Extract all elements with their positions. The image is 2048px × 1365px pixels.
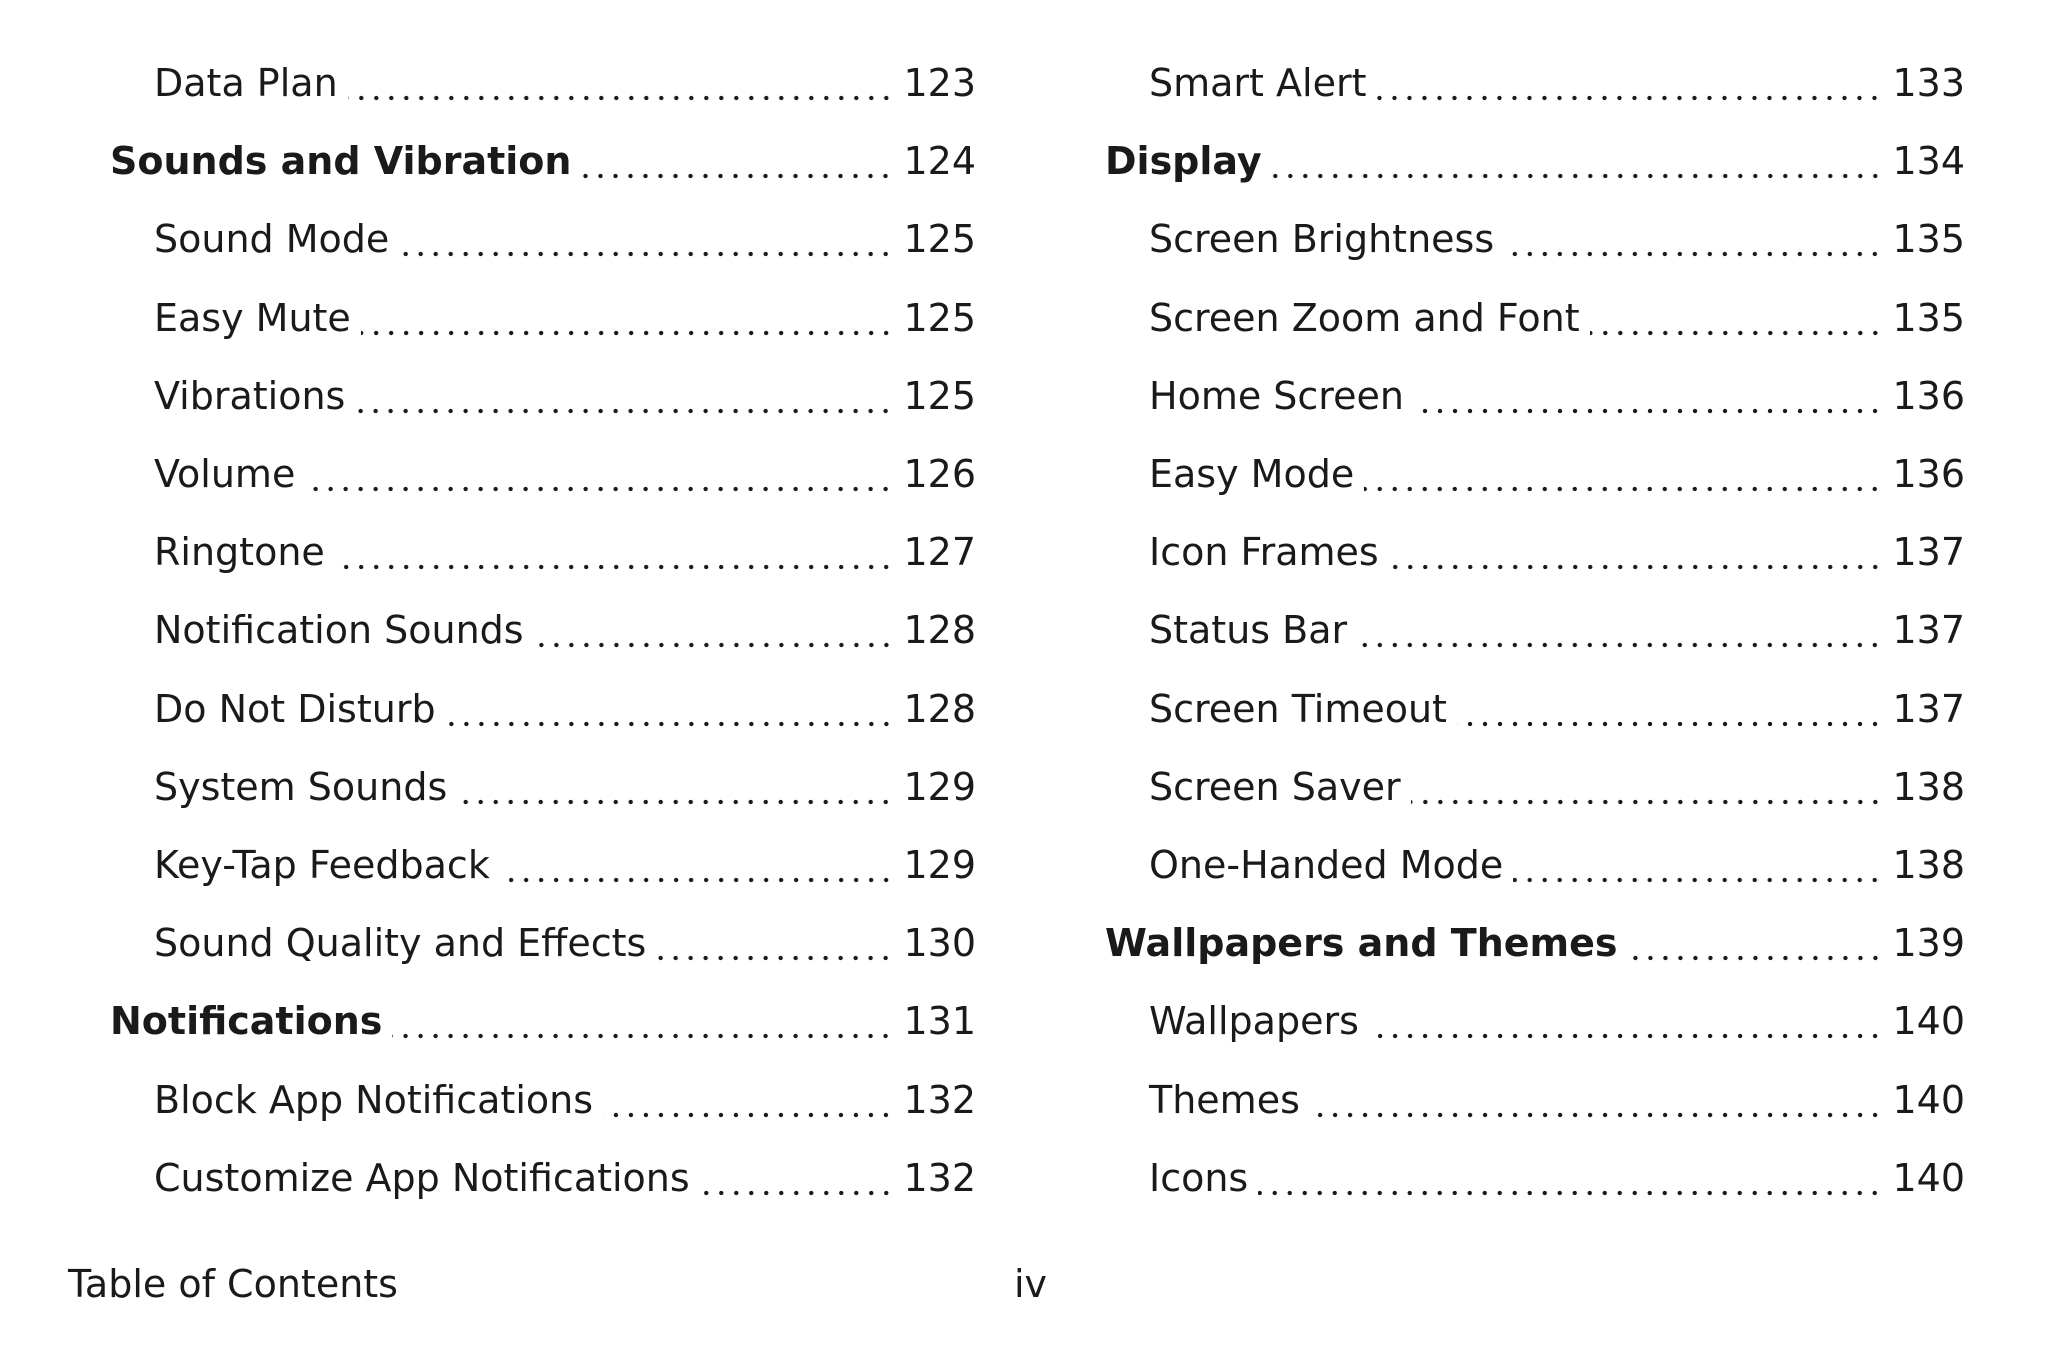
toc-entry[interactable] [110, 748, 976, 826]
toc-entry[interactable] [110, 435, 976, 513]
toc-entry-title: Notification Sounds [154, 608, 524, 653]
toc-entry-title: Sounds and Vibration [110, 139, 572, 184]
toc-entry-title: Easy Mode [1149, 452, 1355, 497]
dot-leader [1272, 142, 1883, 180]
toc-entry[interactable] [110, 513, 976, 591]
dot-leader [335, 533, 894, 571]
dot-leader [700, 1159, 894, 1197]
toc-entry-title: Ringtone [154, 530, 325, 575]
toc-entry-title: Themes [1149, 1077, 1300, 1122]
toc-entry-title: Sound Quality and Effects [154, 921, 647, 966]
dot-leader [348, 64, 894, 102]
toc-entry-title: System Sounds [154, 764, 448, 809]
toc-entry-page: 126 [903, 452, 976, 497]
toc-entry[interactable] [1105, 44, 1965, 122]
toc-right-column [1105, 44, 1965, 1217]
toc-entry-title: Wallpapers [1149, 999, 1359, 1044]
dot-leader [1411, 768, 1883, 806]
dot-leader [1628, 924, 1883, 962]
toc-entry-title: Easy Mute [154, 295, 351, 340]
toc-entry-page: 127 [903, 530, 976, 575]
toc-entry-title: Screen Zoom and Font [1149, 295, 1580, 340]
toc-entry-page: 128 [903, 608, 976, 653]
toc-entry-page: 137 [1892, 686, 1965, 731]
toc-entry-page: 130 [903, 921, 976, 966]
dot-leader [603, 1081, 893, 1119]
toc-entry[interactable] [110, 44, 976, 122]
toc-entry-page: 135 [1892, 217, 1965, 262]
toc-entry-page: 129 [903, 764, 976, 809]
toc-entry-page: 140 [1892, 1155, 1965, 1200]
footer-section-label: Table of Contents [68, 1262, 398, 1306]
toc-entry[interactable] [1105, 435, 1965, 513]
toc-entry[interactable] [1105, 279, 1965, 357]
dot-leader [500, 846, 894, 884]
dot-leader [361, 299, 894, 337]
toc-entry[interactable] [1105, 591, 1965, 669]
toc-entry-title: Icon Frames [1149, 530, 1379, 575]
toc-entry-title: Data Plan [154, 61, 338, 106]
toc-entry[interactable] [110, 904, 976, 982]
dot-leader [656, 924, 893, 962]
toc-section-heading[interactable] [110, 122, 976, 200]
dot-leader [534, 611, 894, 649]
toc-entry[interactable] [110, 357, 976, 435]
toc-entry-page: 131 [903, 999, 976, 1044]
toc-entry[interactable] [1105, 748, 1965, 826]
toc-entry-page: 137 [1892, 530, 1965, 575]
toc-entry-page: 129 [903, 842, 976, 887]
toc-entry-title: Home Screen [1149, 373, 1404, 418]
toc-section-heading[interactable] [1105, 122, 1965, 200]
toc-section-heading[interactable] [1105, 904, 1965, 982]
dot-leader [1258, 1159, 1882, 1197]
toc-entry-page: 128 [903, 686, 976, 731]
toc-entry-title: Icons [1149, 1155, 1249, 1200]
dot-leader [1590, 299, 1883, 337]
toc-entry-page: 125 [903, 373, 976, 418]
toc-entry[interactable] [110, 1139, 976, 1217]
toc-entry[interactable] [110, 670, 976, 748]
dot-leader [1457, 690, 1883, 728]
toc-entry-title: Vibrations [154, 373, 346, 418]
toc-entry-page: 138 [1892, 842, 1965, 887]
toc-entry[interactable] [1105, 357, 1965, 435]
toc-left-column [110, 44, 976, 1217]
toc-entry-title: Volume [154, 452, 296, 497]
toc-entry-page: 140 [1892, 1077, 1965, 1122]
toc-entry-page: 123 [903, 61, 976, 106]
toc-entry[interactable] [110, 279, 976, 357]
toc-entry[interactable] [1105, 200, 1965, 278]
toc-entry-title: One-Handed Mode [1149, 842, 1504, 887]
toc-entry[interactable] [110, 1060, 976, 1138]
dot-leader [1414, 377, 1883, 415]
dot-leader [1364, 455, 1882, 493]
toc-entry[interactable] [110, 591, 976, 669]
toc-entry-page: 135 [1892, 295, 1965, 340]
toc-entry-page: 138 [1892, 764, 1965, 809]
toc-entry-title: Block App Notifications [154, 1077, 594, 1122]
toc-entry-page: 132 [903, 1155, 976, 1200]
toc-entry-title: Screen Timeout [1149, 686, 1447, 731]
dot-leader [392, 1002, 893, 1040]
dot-leader [457, 768, 893, 806]
toc-entry-title: Notifications [110, 999, 383, 1044]
toc-entry-title: Smart Alert [1149, 61, 1367, 106]
dot-leader [1504, 220, 1882, 258]
toc-entry-title: Screen Brightness [1149, 217, 1495, 262]
toc-entry-page: 134 [1892, 139, 1965, 184]
toc-entry[interactable] [110, 826, 976, 904]
toc-entry-page: 140 [1892, 999, 1965, 1044]
toc-entry-title: Status Bar [1149, 608, 1348, 653]
toc-entry-title: Wallpapers and Themes [1105, 921, 1618, 966]
toc-entry-title: Sound Mode [154, 217, 390, 262]
toc-entry-page: 133 [1892, 61, 1965, 106]
dot-leader [305, 455, 893, 493]
dot-leader [355, 377, 893, 415]
dot-leader [446, 690, 894, 728]
toc-entry-title: Customize App Notifications [154, 1155, 690, 1200]
toc-section-heading[interactable] [110, 982, 976, 1060]
dot-leader [1513, 846, 1882, 884]
toc-entry-title: Display [1105, 139, 1262, 184]
toc-entry[interactable] [1105, 513, 1965, 591]
dot-leader [399, 220, 893, 258]
toc-entry-page: 125 [903, 295, 976, 340]
toc-entry[interactable] [1105, 1139, 1965, 1217]
toc-entry-page: 136 [1892, 373, 1965, 418]
dot-leader [1357, 611, 1882, 649]
toc-entry-title: Do Not Disturb [154, 686, 436, 731]
dot-leader [1369, 1002, 1883, 1040]
toc-entry-page: 125 [903, 217, 976, 262]
dot-leader [581, 142, 893, 180]
toc-entry-title: Screen Saver [1149, 764, 1401, 809]
toc-entry-page: 136 [1892, 452, 1965, 497]
dot-leader [1310, 1081, 1883, 1119]
toc-entry[interactable] [1105, 982, 1965, 1060]
toc-entry-page: 139 [1892, 921, 1965, 966]
toc-entry[interactable] [1105, 1060, 1965, 1138]
footer-page-number: iv [1014, 1262, 1048, 1306]
toc-entry-page: 132 [903, 1077, 976, 1122]
toc-entry[interactable] [1105, 826, 1965, 904]
toc-entry-page: 137 [1892, 608, 1965, 653]
dot-leader [1376, 64, 1882, 102]
toc-entry[interactable] [1105, 670, 1965, 748]
toc-entry-title: Key-Tap Feedback [154, 842, 490, 887]
toc-entry-page: 124 [903, 139, 976, 184]
toc-entry[interactable] [110, 200, 976, 278]
dot-leader [1389, 533, 1883, 571]
